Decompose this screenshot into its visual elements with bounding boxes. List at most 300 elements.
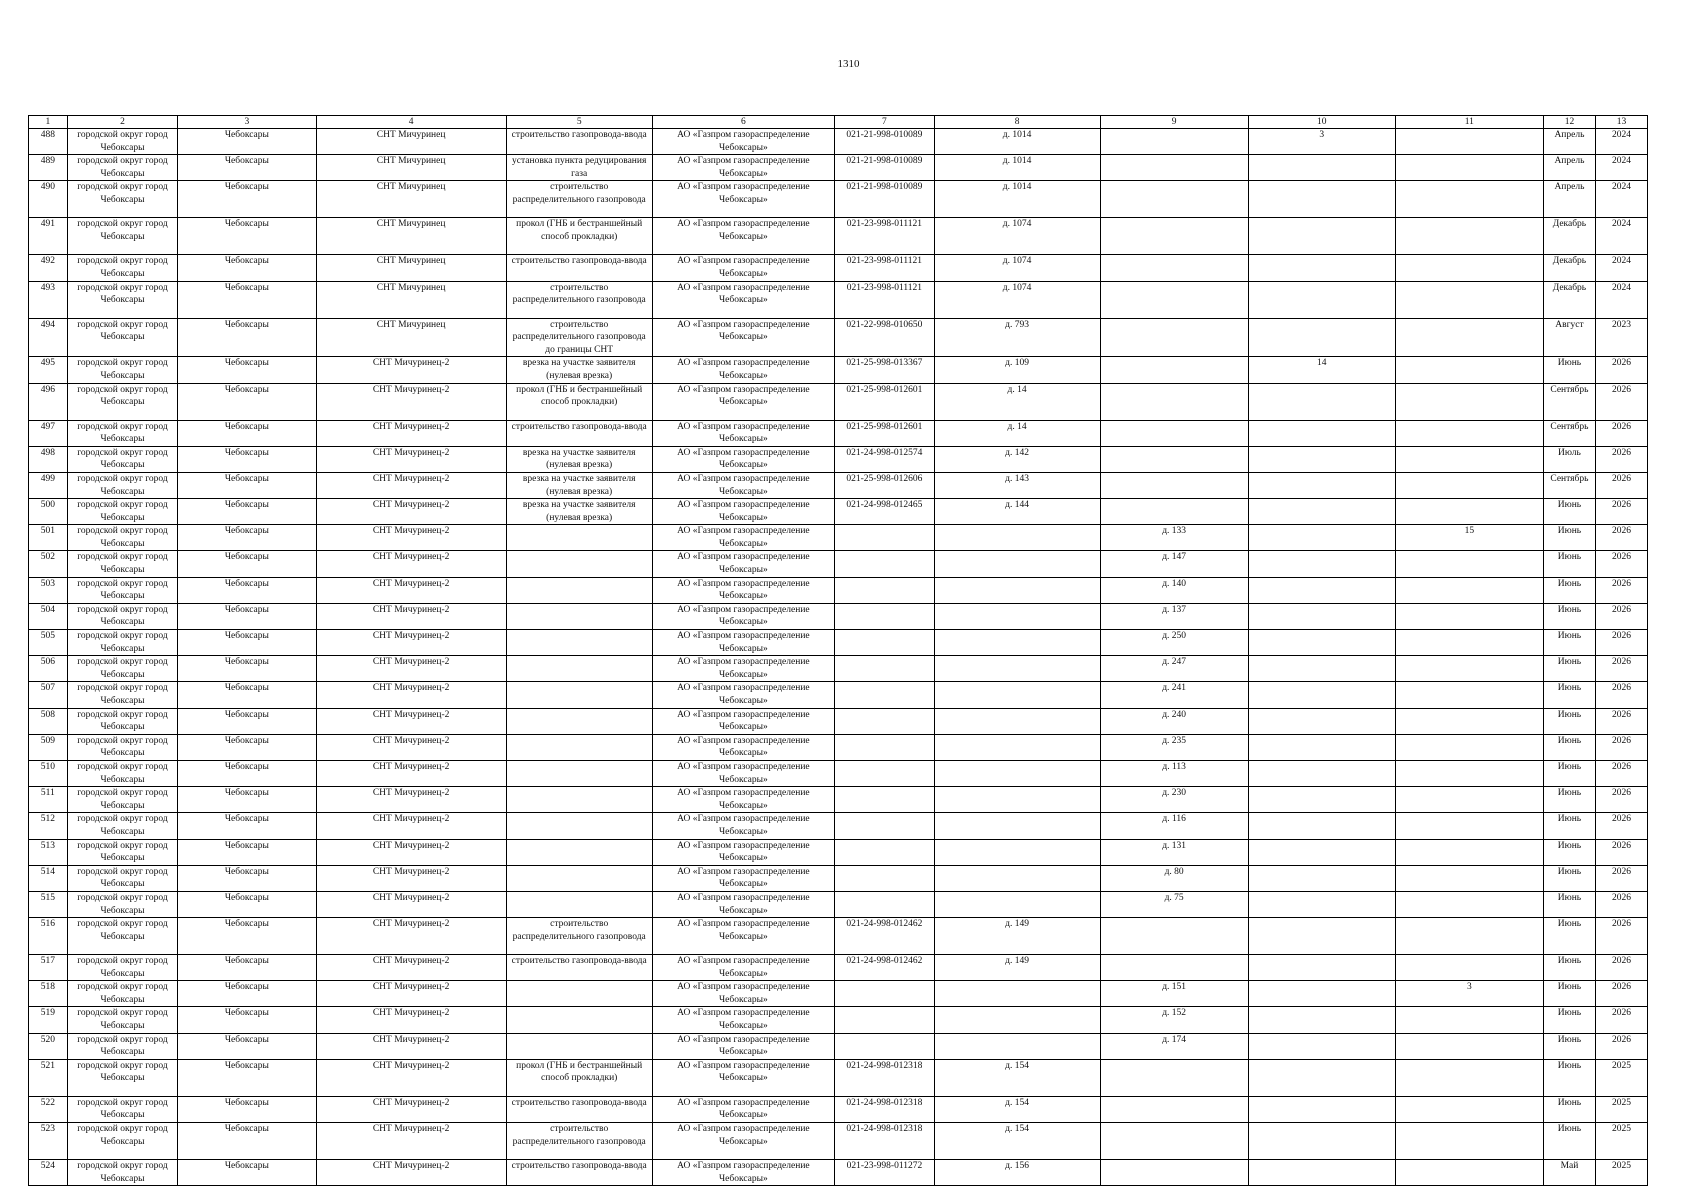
table-row	[29, 181, 1648, 218]
city-cell: Чебоксары	[178, 129, 316, 155]
work-type-cell	[506, 708, 652, 734]
month-cell: Июнь	[1543, 1096, 1595, 1122]
district-cell: городской округ город Чебоксары	[67, 255, 178, 281]
snt-cell: СНТ Мичуринец-2	[316, 787, 506, 813]
count-cell	[1248, 218, 1395, 255]
work-type-cell: строительство газопровода-ввода	[506, 255, 652, 281]
city-cell: Чебоксары	[178, 981, 316, 1007]
row-number: 524	[29, 1160, 68, 1186]
work-type-cell: строительство распределительного газопровода до границы СНТ	[506, 318, 652, 357]
work-type-cell	[506, 682, 652, 708]
count-cell	[1248, 787, 1395, 813]
work-type-cell	[506, 525, 652, 551]
house-alt-cell	[1100, 472, 1248, 498]
house-cell: д. 154	[934, 1123, 1100, 1160]
request-code-cell	[835, 1033, 935, 1059]
house-alt-cell	[1100, 420, 1248, 446]
count-cell	[1248, 1160, 1395, 1186]
request-code-cell: 021-25-998-012606	[835, 472, 935, 498]
table-row	[29, 218, 1648, 255]
organization-cell: АО «Газпром газораспределение Чебоксары»	[652, 357, 834, 383]
work-type-cell: прокол (ГНБ и бестраншейный способ прокладки)	[506, 218, 652, 255]
table-row	[29, 865, 1648, 891]
organization-cell: АО «Газпром газораспределение Чебоксары»	[652, 760, 834, 786]
count-cell	[1248, 446, 1395, 472]
district-cell: городской округ город Чебоксары	[67, 955, 178, 981]
month-cell: Июнь	[1543, 1033, 1595, 1059]
district-cell: городской округ город Чебоксары	[67, 129, 178, 155]
district-cell: городской округ город Чебоксары	[67, 708, 178, 734]
house-cell	[934, 656, 1100, 682]
work-type-cell: строительство распределительного газопровода	[506, 918, 652, 955]
year-cell: 2026	[1595, 446, 1647, 472]
count-alt-cell	[1395, 813, 1543, 839]
city-cell: Чебоксары	[178, 155, 316, 181]
table-row	[29, 1160, 1648, 1186]
house-cell	[934, 787, 1100, 813]
organization-cell: АО «Газпром газораспределение Чебоксары»	[652, 218, 834, 255]
organization-cell: АО «Газпром газораспределение Чебоксары»	[652, 918, 834, 955]
count-alt-cell	[1395, 1059, 1543, 1096]
district-cell: городской округ город Чебоксары	[67, 1096, 178, 1122]
request-code-cell	[835, 734, 935, 760]
count-alt-cell	[1395, 499, 1543, 525]
row-number: 507	[29, 682, 68, 708]
count-cell	[1248, 472, 1395, 498]
month-cell: Июнь	[1543, 981, 1595, 1007]
request-code-cell	[835, 839, 935, 865]
month-cell: Декабрь	[1543, 255, 1595, 281]
month-cell: Июнь	[1543, 1007, 1595, 1033]
year-cell: 2025	[1595, 1123, 1647, 1160]
year-cell: 2025	[1595, 1059, 1647, 1096]
row-number: 504	[29, 603, 68, 629]
column-header: 5	[506, 116, 652, 129]
table-row	[29, 255, 1648, 281]
count-alt-cell	[1395, 420, 1543, 446]
district-cell: городской округ город Чебоксары	[67, 218, 178, 255]
house-alt-cell: д. 147	[1100, 551, 1248, 577]
request-code-cell	[835, 1007, 935, 1033]
row-number: 500	[29, 499, 68, 525]
count-alt-cell	[1395, 577, 1543, 603]
district-cell: городской округ город Чебоксары	[67, 760, 178, 786]
count-alt-cell	[1395, 155, 1543, 181]
year-cell: 2026	[1595, 656, 1647, 682]
city-cell: Чебоксары	[178, 1007, 316, 1033]
house-cell	[934, 891, 1100, 917]
count-cell	[1248, 734, 1395, 760]
request-code-cell: 021-23-998-011121	[835, 281, 935, 318]
house-cell: д. 1074	[934, 218, 1100, 255]
city-cell: Чебоксары	[178, 420, 316, 446]
organization-cell: АО «Газпром газораспределение Чебоксары»	[652, 708, 834, 734]
work-type-cell: строительство газопровода-ввода	[506, 1160, 652, 1186]
request-code-cell: 021-24-998-012462	[835, 918, 935, 955]
row-number: 510	[29, 760, 68, 786]
work-type-cell	[506, 734, 652, 760]
house-alt-cell: д. 75	[1100, 891, 1248, 917]
house-alt-cell: д. 250	[1100, 630, 1248, 656]
count-alt-cell: 3	[1395, 981, 1543, 1007]
month-cell: Июнь	[1543, 839, 1595, 865]
year-cell: 2026	[1595, 1033, 1647, 1059]
month-cell: Июнь	[1543, 656, 1595, 682]
house-alt-cell: д. 151	[1100, 981, 1248, 1007]
city-cell: Чебоксары	[178, 357, 316, 383]
count-cell	[1248, 499, 1395, 525]
count-alt-cell	[1395, 760, 1543, 786]
row-number: 515	[29, 891, 68, 917]
house-cell	[934, 708, 1100, 734]
district-cell: городской округ город Чебоксары	[67, 981, 178, 1007]
organization-cell: АО «Газпром газораспределение Чебоксары»	[652, 383, 834, 420]
year-cell: 2026	[1595, 525, 1647, 551]
district-cell: городской округ город Чебоксары	[67, 525, 178, 551]
house-alt-cell: д. 116	[1100, 813, 1248, 839]
organization-cell: АО «Газпром газораспределение Чебоксары»	[652, 318, 834, 357]
year-cell: 2026	[1595, 577, 1647, 603]
table-row	[29, 318, 1648, 357]
organization-cell: АО «Газпром газораспределение Чебоксары»	[652, 1096, 834, 1122]
snt-cell: СНТ Мичуринец-2	[316, 630, 506, 656]
district-cell: городской округ город Чебоксары	[67, 577, 178, 603]
month-cell: Сентябрь	[1543, 420, 1595, 446]
house-cell: д. 109	[934, 357, 1100, 383]
table-row	[29, 1033, 1648, 1059]
house-cell: д. 143	[934, 472, 1100, 498]
house-cell	[934, 551, 1100, 577]
row-number: 521	[29, 1059, 68, 1096]
organization-cell: АО «Газпром газораспределение Чебоксары»	[652, 446, 834, 472]
city-cell: Чебоксары	[178, 865, 316, 891]
year-cell: 2026	[1595, 630, 1647, 656]
organization-cell: АО «Газпром газораспределение Чебоксары»	[652, 891, 834, 917]
month-cell: Июнь	[1543, 499, 1595, 525]
house-alt-cell	[1100, 281, 1248, 318]
row-number: 508	[29, 708, 68, 734]
request-code-cell: 021-21-998-010089	[835, 129, 935, 155]
work-type-cell: строительство газопровода-ввода	[506, 129, 652, 155]
snt-cell: СНТ Мичуринец-2	[316, 499, 506, 525]
year-cell: 2026	[1595, 787, 1647, 813]
month-cell: Июнь	[1543, 551, 1595, 577]
city-cell: Чебоксары	[178, 918, 316, 955]
city-cell: Чебоксары	[178, 891, 316, 917]
house-alt-cell	[1100, 318, 1248, 357]
house-alt-cell: д. 247	[1100, 656, 1248, 682]
city-cell: Чебоксары	[178, 318, 316, 357]
month-cell: Май	[1543, 1160, 1595, 1186]
count-alt-cell	[1395, 891, 1543, 917]
house-cell: д. 156	[934, 1160, 1100, 1186]
house-alt-cell	[1100, 357, 1248, 383]
register-table	[28, 115, 1648, 1186]
work-type-cell	[506, 981, 652, 1007]
house-alt-cell	[1100, 218, 1248, 255]
table-row	[29, 472, 1648, 498]
district-cell: городской округ город Чебоксары	[67, 734, 178, 760]
year-cell: 2024	[1595, 218, 1647, 255]
house-alt-cell	[1100, 955, 1248, 981]
table-row	[29, 281, 1648, 318]
count-alt-cell	[1395, 551, 1543, 577]
row-number: 497	[29, 420, 68, 446]
snt-cell: СНТ Мичуринец-2	[316, 955, 506, 981]
city-cell: Чебоксары	[178, 1123, 316, 1160]
snt-cell: СНТ Мичуринец	[316, 155, 506, 181]
count-alt-cell	[1395, 1123, 1543, 1160]
month-cell: Июнь	[1543, 787, 1595, 813]
house-cell	[934, 630, 1100, 656]
table-row	[29, 499, 1648, 525]
row-number: 491	[29, 218, 68, 255]
snt-cell: СНТ Мичуринец-2	[316, 1059, 506, 1096]
house-alt-cell: д. 133	[1100, 525, 1248, 551]
count-cell	[1248, 155, 1395, 181]
house-alt-cell: д. 235	[1100, 734, 1248, 760]
house-cell: д. 149	[934, 918, 1100, 955]
year-cell: 2026	[1595, 383, 1647, 420]
city-cell: Чебоксары	[178, 499, 316, 525]
table-row	[29, 734, 1648, 760]
count-alt-cell	[1395, 218, 1543, 255]
district-cell: городской округ город Чебоксары	[67, 499, 178, 525]
city-cell: Чебоксары	[178, 656, 316, 682]
snt-cell: СНТ Мичуринец-2	[316, 1123, 506, 1160]
count-alt-cell	[1395, 255, 1543, 281]
year-cell: 2026	[1595, 420, 1647, 446]
house-alt-cell: д. 152	[1100, 1007, 1248, 1033]
year-cell: 2025	[1595, 1160, 1647, 1186]
work-type-cell	[506, 760, 652, 786]
count-alt-cell	[1395, 383, 1543, 420]
year-cell: 2023	[1595, 318, 1647, 357]
row-number: 517	[29, 955, 68, 981]
row-number: 494	[29, 318, 68, 357]
row-number: 511	[29, 787, 68, 813]
district-cell: городской округ город Чебоксары	[67, 181, 178, 218]
house-alt-cell	[1100, 1160, 1248, 1186]
count-cell	[1248, 1123, 1395, 1160]
snt-cell: СНТ Мичуринец	[316, 218, 506, 255]
organization-cell: АО «Газпром газораспределение Чебоксары»	[652, 551, 834, 577]
district-cell: городской округ город Чебоксары	[67, 155, 178, 181]
count-cell	[1248, 525, 1395, 551]
count-cell	[1248, 281, 1395, 318]
district-cell: городской округ город Чебоксары	[67, 1123, 178, 1160]
district-cell: городской округ город Чебоксары	[67, 1160, 178, 1186]
count-cell	[1248, 760, 1395, 786]
count-cell	[1248, 918, 1395, 955]
organization-cell: АО «Газпром газораспределение Чебоксары»	[652, 155, 834, 181]
snt-cell: СНТ Мичуринец-2	[316, 525, 506, 551]
request-code-cell	[835, 760, 935, 786]
work-type-cell: врезка на участке заявителя (нулевая врезка)	[506, 472, 652, 498]
month-cell: Декабрь	[1543, 281, 1595, 318]
snt-cell: СНТ Мичуринец-2	[316, 865, 506, 891]
count-alt-cell	[1395, 955, 1543, 981]
month-cell: Июнь	[1543, 1059, 1595, 1096]
row-number: 516	[29, 918, 68, 955]
column-header: 12	[1543, 116, 1595, 129]
column-number-row	[29, 116, 1648, 129]
count-alt-cell	[1395, 708, 1543, 734]
row-number: 498	[29, 446, 68, 472]
city-cell: Чебоксары	[178, 446, 316, 472]
count-alt-cell	[1395, 357, 1543, 383]
work-type-cell	[506, 839, 652, 865]
house-cell: д. 1014	[934, 129, 1100, 155]
table-row	[29, 682, 1648, 708]
count-alt-cell	[1395, 1033, 1543, 1059]
house-cell: д. 793	[934, 318, 1100, 357]
request-code-cell	[835, 603, 935, 629]
count-alt-cell	[1395, 918, 1543, 955]
request-code-cell	[835, 981, 935, 1007]
organization-cell: АО «Газпром газораспределение Чебоксары»	[652, 955, 834, 981]
house-cell: д. 1014	[934, 181, 1100, 218]
work-type-cell	[506, 1033, 652, 1059]
city-cell: Чебоксары	[178, 255, 316, 281]
count-cell	[1248, 383, 1395, 420]
row-number: 509	[29, 734, 68, 760]
row-number: 522	[29, 1096, 68, 1122]
district-cell: городской округ город Чебоксары	[67, 682, 178, 708]
table-row	[29, 551, 1648, 577]
city-cell: Чебоксары	[178, 1033, 316, 1059]
organization-cell: АО «Газпром газораспределение Чебоксары»	[652, 734, 834, 760]
request-code-cell	[835, 551, 935, 577]
column-header: 7	[835, 116, 935, 129]
work-type-cell: строительство газопровода-ввода	[506, 420, 652, 446]
organization-cell: АО «Газпром газораспределение Чебоксары»	[652, 1160, 834, 1186]
year-cell: 2026	[1595, 499, 1647, 525]
city-cell: Чебоксары	[178, 281, 316, 318]
snt-cell: СНТ Мичуринец-2	[316, 383, 506, 420]
request-code-cell: 021-25-998-012601	[835, 383, 935, 420]
snt-cell: СНТ Мичуринец-2	[316, 551, 506, 577]
organization-cell: АО «Газпром газораспределение Чебоксары»	[652, 603, 834, 629]
snt-cell: СНТ Мичуринец-2	[316, 891, 506, 917]
month-cell: Сентябрь	[1543, 472, 1595, 498]
year-cell: 2026	[1595, 813, 1647, 839]
count-alt-cell	[1395, 181, 1543, 218]
work-type-cell	[506, 787, 652, 813]
year-cell: 2025	[1595, 1096, 1647, 1122]
district-cell: городской округ город Чебоксары	[67, 420, 178, 446]
district-cell: городской округ город Чебоксары	[67, 383, 178, 420]
house-alt-cell: д. 113	[1100, 760, 1248, 786]
count-cell	[1248, 603, 1395, 629]
work-type-cell: прокол (ГНБ и бестраншейный способ прокладки)	[506, 383, 652, 420]
house-cell	[934, 1007, 1100, 1033]
request-code-cell: 021-24-998-012465	[835, 499, 935, 525]
city-cell: Чебоксары	[178, 682, 316, 708]
row-number: 514	[29, 865, 68, 891]
city-cell: Чебоксары	[178, 1160, 316, 1186]
row-number: 489	[29, 155, 68, 181]
district-cell: городской округ город Чебоксары	[67, 813, 178, 839]
count-cell	[1248, 318, 1395, 357]
house-alt-cell: д. 230	[1100, 787, 1248, 813]
table-row	[29, 420, 1648, 446]
table-row	[29, 446, 1648, 472]
table-row	[29, 1123, 1648, 1160]
request-code-cell: 021-21-998-010089	[835, 181, 935, 218]
row-number: 505	[29, 630, 68, 656]
count-cell	[1248, 865, 1395, 891]
row-number: 499	[29, 472, 68, 498]
snt-cell: СНТ Мичуринец-2	[316, 446, 506, 472]
table-row	[29, 525, 1648, 551]
snt-cell: СНТ Мичуринец-2	[316, 682, 506, 708]
count-alt-cell	[1395, 281, 1543, 318]
month-cell: Июнь	[1543, 1123, 1595, 1160]
table-row	[29, 155, 1648, 181]
count-cell	[1248, 551, 1395, 577]
work-type-cell	[506, 630, 652, 656]
house-cell: д. 1014	[934, 155, 1100, 181]
house-cell: д. 144	[934, 499, 1100, 525]
work-type-cell: строительство распределительного газопровода	[506, 281, 652, 318]
year-cell: 2026	[1595, 708, 1647, 734]
snt-cell: СНТ Мичуринец	[316, 281, 506, 318]
city-cell: Чебоксары	[178, 708, 316, 734]
table-row	[29, 1007, 1648, 1033]
house-cell	[934, 603, 1100, 629]
row-number: 492	[29, 255, 68, 281]
house-cell: д. 149	[934, 955, 1100, 981]
work-type-cell	[506, 865, 652, 891]
house-alt-cell: д. 131	[1100, 839, 1248, 865]
house-alt-cell: д. 241	[1100, 682, 1248, 708]
row-number: 493	[29, 281, 68, 318]
organization-cell: АО «Газпром газораспределение Чебоксары»	[652, 499, 834, 525]
count-cell	[1248, 839, 1395, 865]
request-code-cell: 021-24-998-012318	[835, 1096, 935, 1122]
request-code-cell: 021-24-998-012318	[835, 1123, 935, 1160]
district-cell: городской округ город Чебоксары	[67, 656, 178, 682]
house-cell: д. 1074	[934, 281, 1100, 318]
count-alt-cell	[1395, 630, 1543, 656]
house-alt-cell: д. 80	[1100, 865, 1248, 891]
count-cell: 3	[1248, 129, 1395, 155]
request-code-cell	[835, 865, 935, 891]
count-cell	[1248, 1007, 1395, 1033]
city-cell: Чебоксары	[178, 472, 316, 498]
month-cell: Июнь	[1543, 734, 1595, 760]
snt-cell: СНТ Мичуринец-2	[316, 981, 506, 1007]
count-alt-cell	[1395, 129, 1543, 155]
column-header: 1	[29, 116, 68, 129]
year-cell: 2026	[1595, 865, 1647, 891]
count-alt-cell	[1395, 472, 1543, 498]
month-cell: Июнь	[1543, 577, 1595, 603]
house-alt-cell	[1100, 1059, 1248, 1096]
column-header: 9	[1100, 116, 1248, 129]
house-cell: д. 154	[934, 1096, 1100, 1122]
work-type-cell	[506, 891, 652, 917]
snt-cell: СНТ Мичуринец-2	[316, 734, 506, 760]
snt-cell: СНТ Мичуринец-2	[316, 603, 506, 629]
year-cell: 2026	[1595, 891, 1647, 917]
organization-cell: АО «Газпром газораспределение Чебоксары»	[652, 181, 834, 218]
row-number: 512	[29, 813, 68, 839]
house-alt-cell	[1100, 181, 1248, 218]
year-cell: 2026	[1595, 603, 1647, 629]
count-alt-cell: 15	[1395, 525, 1543, 551]
